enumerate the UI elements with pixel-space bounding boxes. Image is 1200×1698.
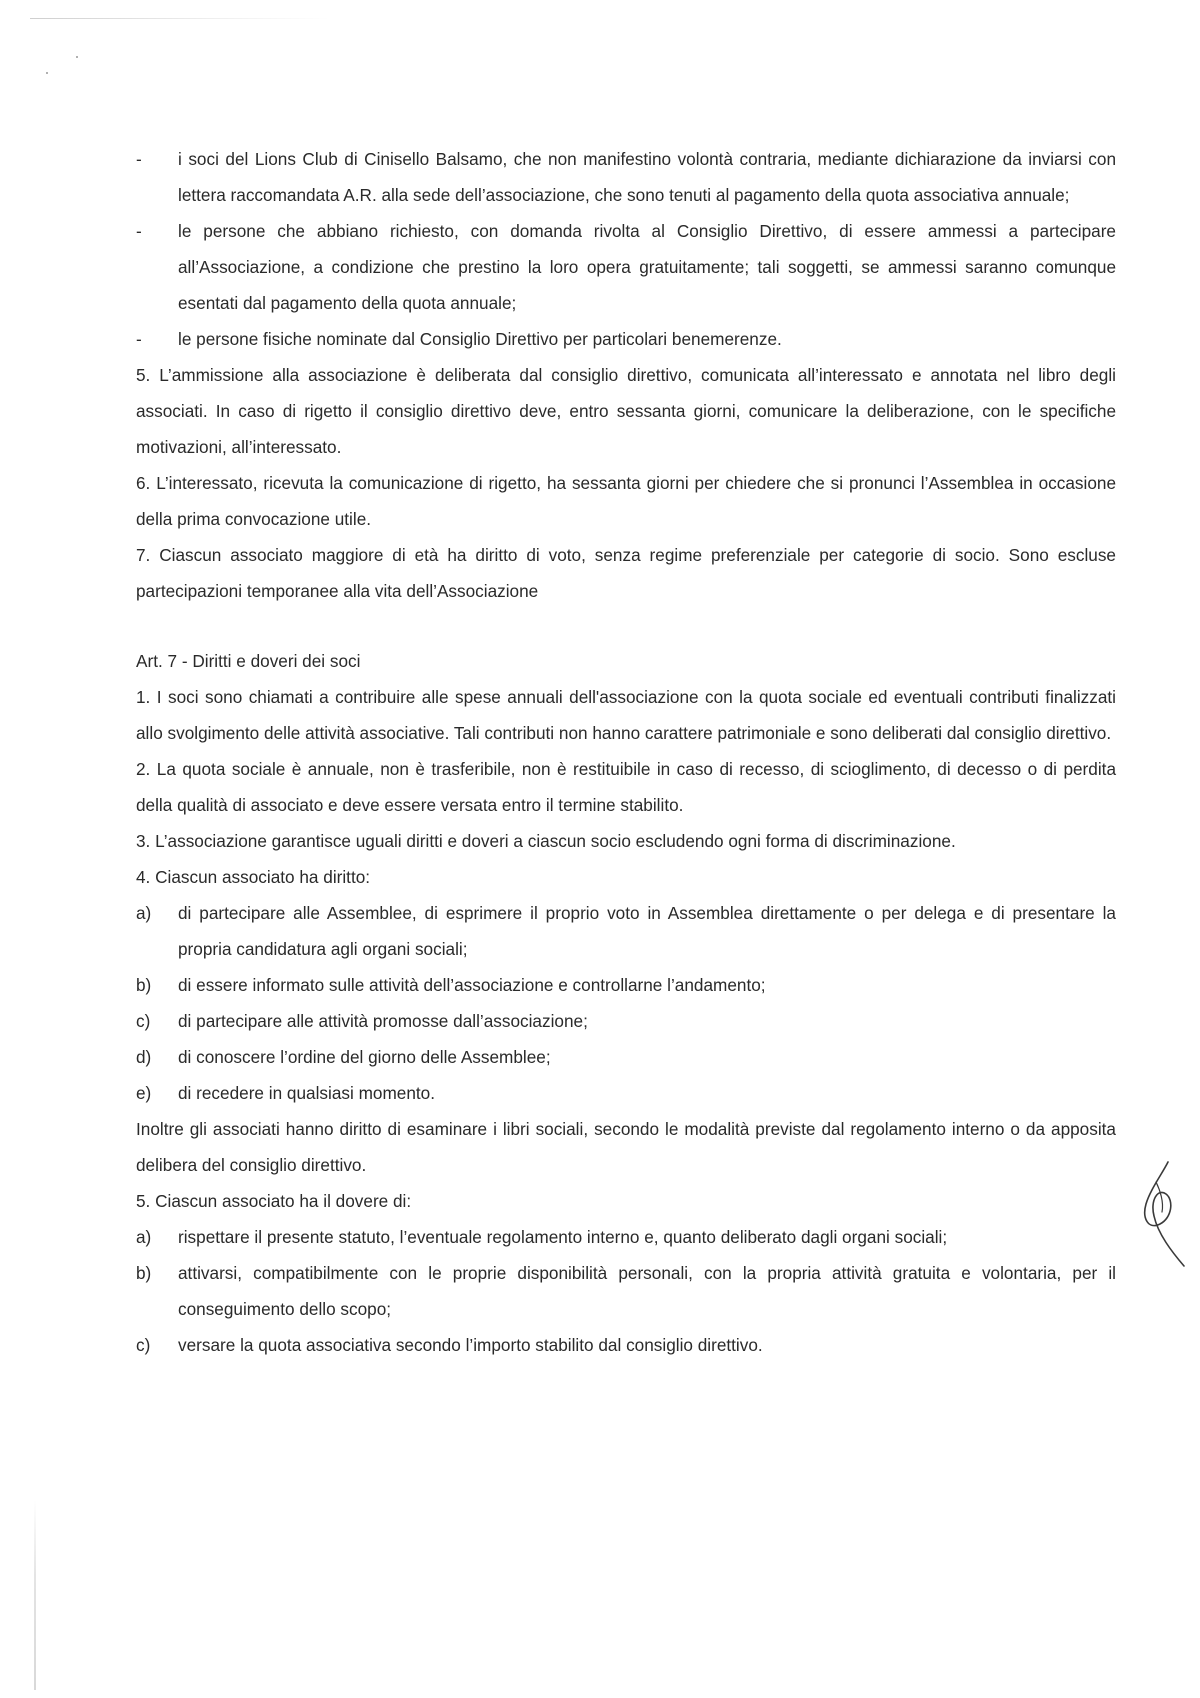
- duties-item: [136, 1219, 1116, 1255]
- document-body: [136, 141, 1116, 1363]
- bullet-text: le persone che abbiano richiesto, con domanda rivolta al Consiglio Direttivo, di essere ammessi a partecipare all’Associazione, a condizione che prestino la loro opera gratuitamente; tali soggetti, se ammessi saranno comunque esentati dal pagamento della quota annuale;: [178, 221, 1116, 313]
- bullet-marker: -: [136, 329, 142, 349]
- scan-edge-shadow: [34, 1500, 36, 1690]
- item-text: rispettare il presente statuto, l’eventuale regolamento interno e, quanto deliberato dagli organi sociali;: [178, 1227, 948, 1247]
- item-marker: e): [136, 1083, 152, 1103]
- duties-item: [136, 1255, 1116, 1327]
- item-marker: c): [136, 1335, 151, 1355]
- art7-paragraph-3: 3. L’associazione garantisce uguali diritti e doveri a ciascun socio escludendo ogni forma di discriminazione.: [136, 831, 956, 851]
- item-marker: a): [136, 1227, 152, 1247]
- article-heading: Art. 7 - Diritti e doveri dei soci: [136, 651, 361, 671]
- item-marker: b): [136, 975, 152, 995]
- paragraph-6: 6. L’interessato, ricevuta la comunicazione di rigetto, ha sessanta giorni per chiedere che si pronunci l’Assemblea in occasione della prima convocazione utile.: [136, 473, 1116, 529]
- scan-speck: [76, 56, 78, 58]
- item-text: versare la quota associativa secondo l’importo stabilito dal consiglio direttivo.: [178, 1335, 763, 1355]
- scan-top-mark: [30, 18, 330, 19]
- item-marker: a): [136, 903, 152, 923]
- item-marker: d): [136, 1047, 152, 1067]
- item-text: di conoscere l’ordine del giorno delle Assemblee;: [178, 1047, 551, 1067]
- bullet-marker: -: [136, 221, 142, 241]
- list-item: [136, 213, 1116, 321]
- art7-paragraph-4: 4. Ciascun associato ha diritto:: [136, 867, 371, 887]
- art7-paragraph-1: 1. I soci sono chiamati a contribuire alle spese annuali dell'associazione con la quota sociale ed eventuali contributi finalizzati allo svolgimento delle attività associative. Tali contributi non hanno carattere patrimoniale e sono deliberati dal consiglio direttivo.: [136, 687, 1116, 743]
- handwritten-signature: [1138, 1160, 1188, 1270]
- item-text: di essere informato sulle attività dell’associazione e controllarne l’andamento;: [178, 975, 766, 995]
- paragraph-7: 7. Ciascun associato maggiore di età ha diritto di voto, senza regime preferenziale per categorie di socio. Sono escluse partecipazioni temporanee alla vita dell’Associazione: [136, 545, 1116, 601]
- item-marker: b): [136, 1263, 152, 1283]
- list-item: [136, 141, 1116, 213]
- bullet-text: le persone fisiche nominate dal Consiglio Direttivo per particolari benemerenze.: [178, 329, 782, 349]
- rights-item: [136, 967, 1116, 1003]
- rights-item: [136, 1039, 1116, 1075]
- list-item: [136, 321, 1116, 357]
- art7-paragraph-5: 5. Ciascun associato ha il dovere di:: [136, 1191, 412, 1211]
- rights-item: [136, 1075, 1116, 1111]
- item-text: attivarsi, compatibilmente con le proprie disponibilità personali, con la propria attività gratuita e volontaria, per il conseguimento dello scopo;: [178, 1263, 1116, 1319]
- scan-speck: [46, 72, 48, 74]
- item-text: di recedere in qualsiasi momento.: [178, 1083, 435, 1103]
- rights-item: [136, 1003, 1116, 1039]
- paragraph-5: 5. L’ammissione alla associazione è deliberata dal consiglio direttivo, comunicata all’interessato e annotata nel libro degli associati. In caso di rigetto il consiglio direttivo deve, entro sessanta giorni, comunicare la deliberazione, con le specifiche motivazioni, all’interessato.: [136, 365, 1116, 457]
- item-marker: c): [136, 1011, 151, 1031]
- bullet-marker: -: [136, 149, 142, 169]
- bullet-text: i soci del Lions Club di Cinisello Balsamo, che non manifestino volontà contraria, mediante dichiarazione da inviarsi con lettera raccomandata A.R. alla sede dell’associazione, che sono tenuti al pagamento della quota associativa annuale;: [178, 149, 1116, 205]
- duties-item: [136, 1327, 1116, 1363]
- section-gap: [136, 609, 1116, 643]
- item-text: di partecipare alle Assemblee, di esprimere il proprio voto in Assemblea direttamente o per delega e di presentare la propria candidatura agli organi sociali;: [178, 903, 1116, 959]
- item-text: di partecipare alle attività promosse dall’associazione;: [178, 1011, 588, 1031]
- art7-paragraph-inoltre: Inoltre gli associati hanno diritto di esaminare i libri sociali, secondo le modalità previste dal regolamento interno o da apposita delibera del consiglio direttivo.: [136, 1119, 1116, 1175]
- art7-paragraph-2: 2. La quota sociale è annuale, non è trasferibile, non è restituibile in caso di recesso, di scioglimento, di decesso o di perdita della qualità di associato e deve essere versata entro il termine stabilito.: [136, 759, 1116, 815]
- rights-item: [136, 895, 1116, 967]
